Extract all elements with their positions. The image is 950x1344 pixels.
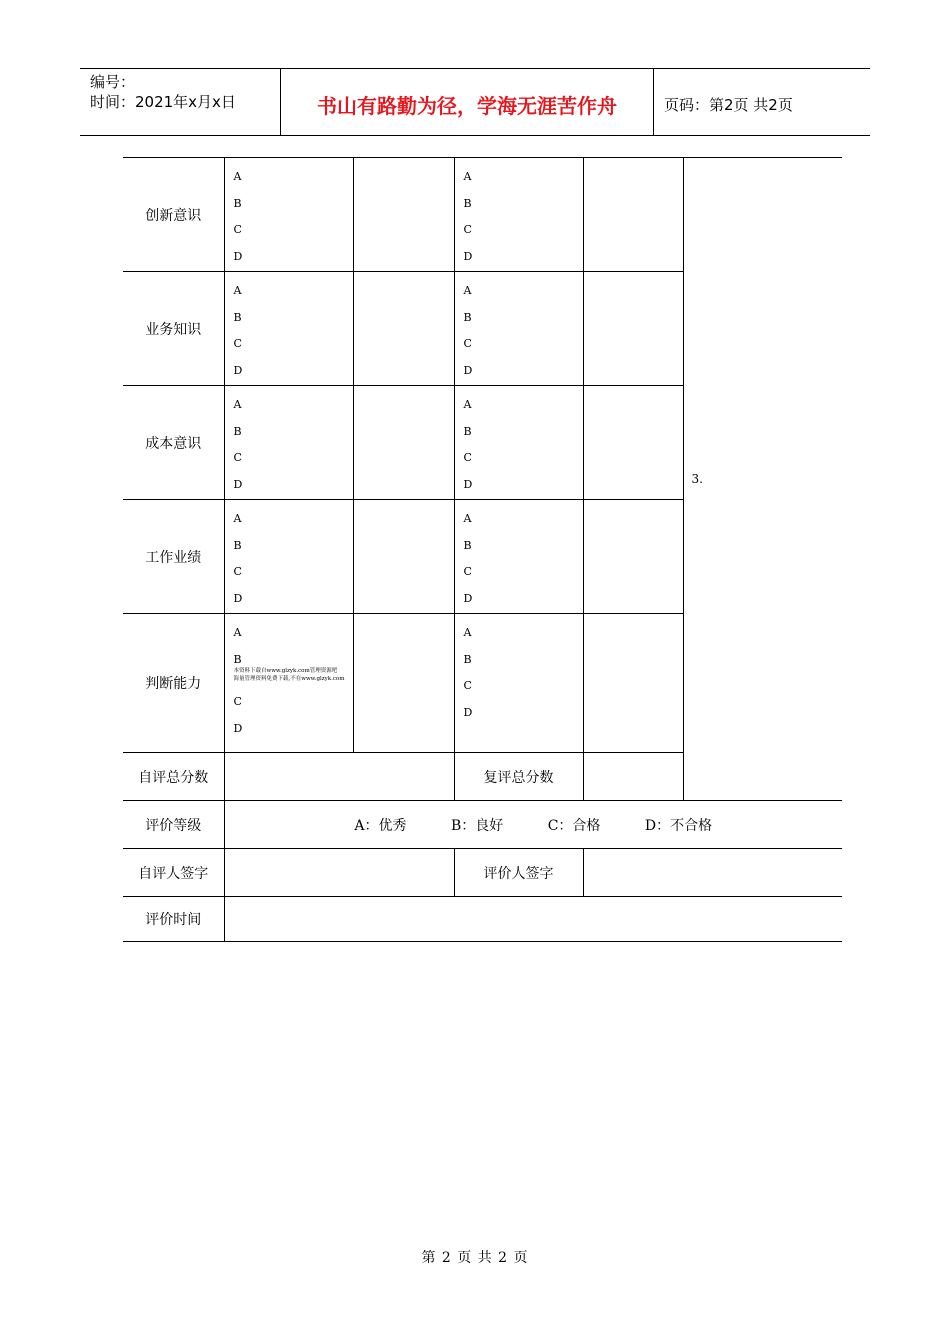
evaluation-table [123,157,842,942]
number-label: 编号： [90,73,136,91]
self-score-cell[interactable] [353,272,454,386]
header-meta [80,69,281,135]
option-b: B [233,196,242,210]
option-b: B [463,196,472,210]
self-options[interactable] [224,500,353,614]
option-c: C [233,337,242,350]
criterion-label: 业务知识 [123,272,224,386]
table-row [123,801,842,849]
side-note: 3. [691,472,703,486]
option-d: D [233,477,243,491]
option-b: B [233,424,242,438]
grade-b: B：良好 [450,817,504,834]
self-options[interactable] [224,158,353,272]
option-c: C [233,451,242,464]
option-d: D [233,591,243,605]
review-total-label: 复评总分数 [454,753,583,801]
option-a: A [233,626,242,639]
grade-d: D：不合格 [644,817,713,834]
option-b: B [463,424,472,438]
review-score-cell[interactable] [583,386,683,500]
option-b: B [233,310,242,324]
review-options[interactable] [454,500,583,614]
option-b: B [463,652,472,666]
review-score-cell[interactable] [583,272,683,386]
time-label: 时间：2021年x月x日 [90,93,236,111]
option-c: C [463,565,472,578]
option-d: D [463,363,473,377]
criterion-label: 工作业绩 [123,500,224,614]
download-notice [234,667,353,683]
option-a: A [233,284,242,297]
review-score-cell[interactable] [583,614,683,753]
option-c: C [463,679,472,692]
self-total-label: 自评总分数 [123,753,224,801]
option-d: D [463,705,473,719]
criterion-label: 判断能力 [123,614,224,753]
side-note-cell[interactable] [683,158,842,801]
self-score-cell[interactable] [353,500,454,614]
review-options[interactable] [454,158,583,272]
table-row [123,897,842,942]
option-c: C [233,695,242,708]
option-d: D [233,249,243,263]
review-options[interactable] [454,386,583,500]
option-c: C [463,451,472,464]
self-score-cell[interactable] [353,386,454,500]
self-sign-cell[interactable] [224,849,454,897]
option-a: A [463,626,472,639]
criterion-label: 创新意识 [123,158,224,272]
review-score-cell[interactable] [583,500,683,614]
grade-c: C：合格 [547,817,601,834]
option-b: B [463,310,472,324]
reviewer-sign-label: 评价人签字 [454,849,583,897]
option-d: D [463,249,473,263]
review-score-cell[interactable] [583,158,683,272]
review-options[interactable] [454,272,583,386]
header-page-label: 页码：第2页 共2页 [664,95,793,114]
review-total-cell[interactable] [583,753,683,801]
self-options[interactable] [224,614,353,753]
option-a: A [233,170,242,183]
notice-line: 本资料下载自www.glzyk.com管理资源吧 [233,668,338,674]
criterion-label: 成本意识 [123,386,224,500]
self-options[interactable] [224,272,353,386]
table-row [123,849,842,897]
table-row [123,158,842,272]
self-options[interactable] [224,386,353,500]
self-sign-label: 自评人签字 [123,849,224,897]
option-d: D [463,477,473,491]
grade-label: 评价等级 [123,801,224,849]
option-c: C [463,223,472,236]
option-a: A [233,398,242,411]
page-header [80,68,870,136]
eval-time-cell[interactable] [224,897,842,942]
option-a: A [233,512,242,525]
option-a: A [463,284,472,297]
option-d: D [463,591,473,605]
option-c: C [463,337,472,350]
option-d: D [233,363,243,377]
option-b: B [463,538,472,552]
option-a: A [463,512,472,525]
option-d: D [233,721,243,735]
option-c: C [233,565,242,578]
eval-time-label: 评价时间 [123,897,224,942]
option-b: B [233,652,242,666]
grade-a: A：优秀 [354,817,407,834]
option-b: B [233,538,242,552]
self-score-cell[interactable] [353,158,454,272]
header-motto: 书山有路勤为径，学海无涯苦作舟 [281,69,654,135]
page-footer: 第 2 页 共 2 页 [421,1250,529,1266]
review-options[interactable] [454,614,583,753]
self-total-cell[interactable] [224,753,454,801]
option-a: A [463,170,472,183]
notice-line: 海量管理资料免费下载,不在www.glzyk.com [233,676,345,682]
grade-levels [224,801,842,849]
option-c: C [233,223,242,236]
option-a: A [463,398,472,411]
self-score-cell[interactable] [353,614,454,753]
reviewer-sign-cell[interactable] [583,849,842,897]
